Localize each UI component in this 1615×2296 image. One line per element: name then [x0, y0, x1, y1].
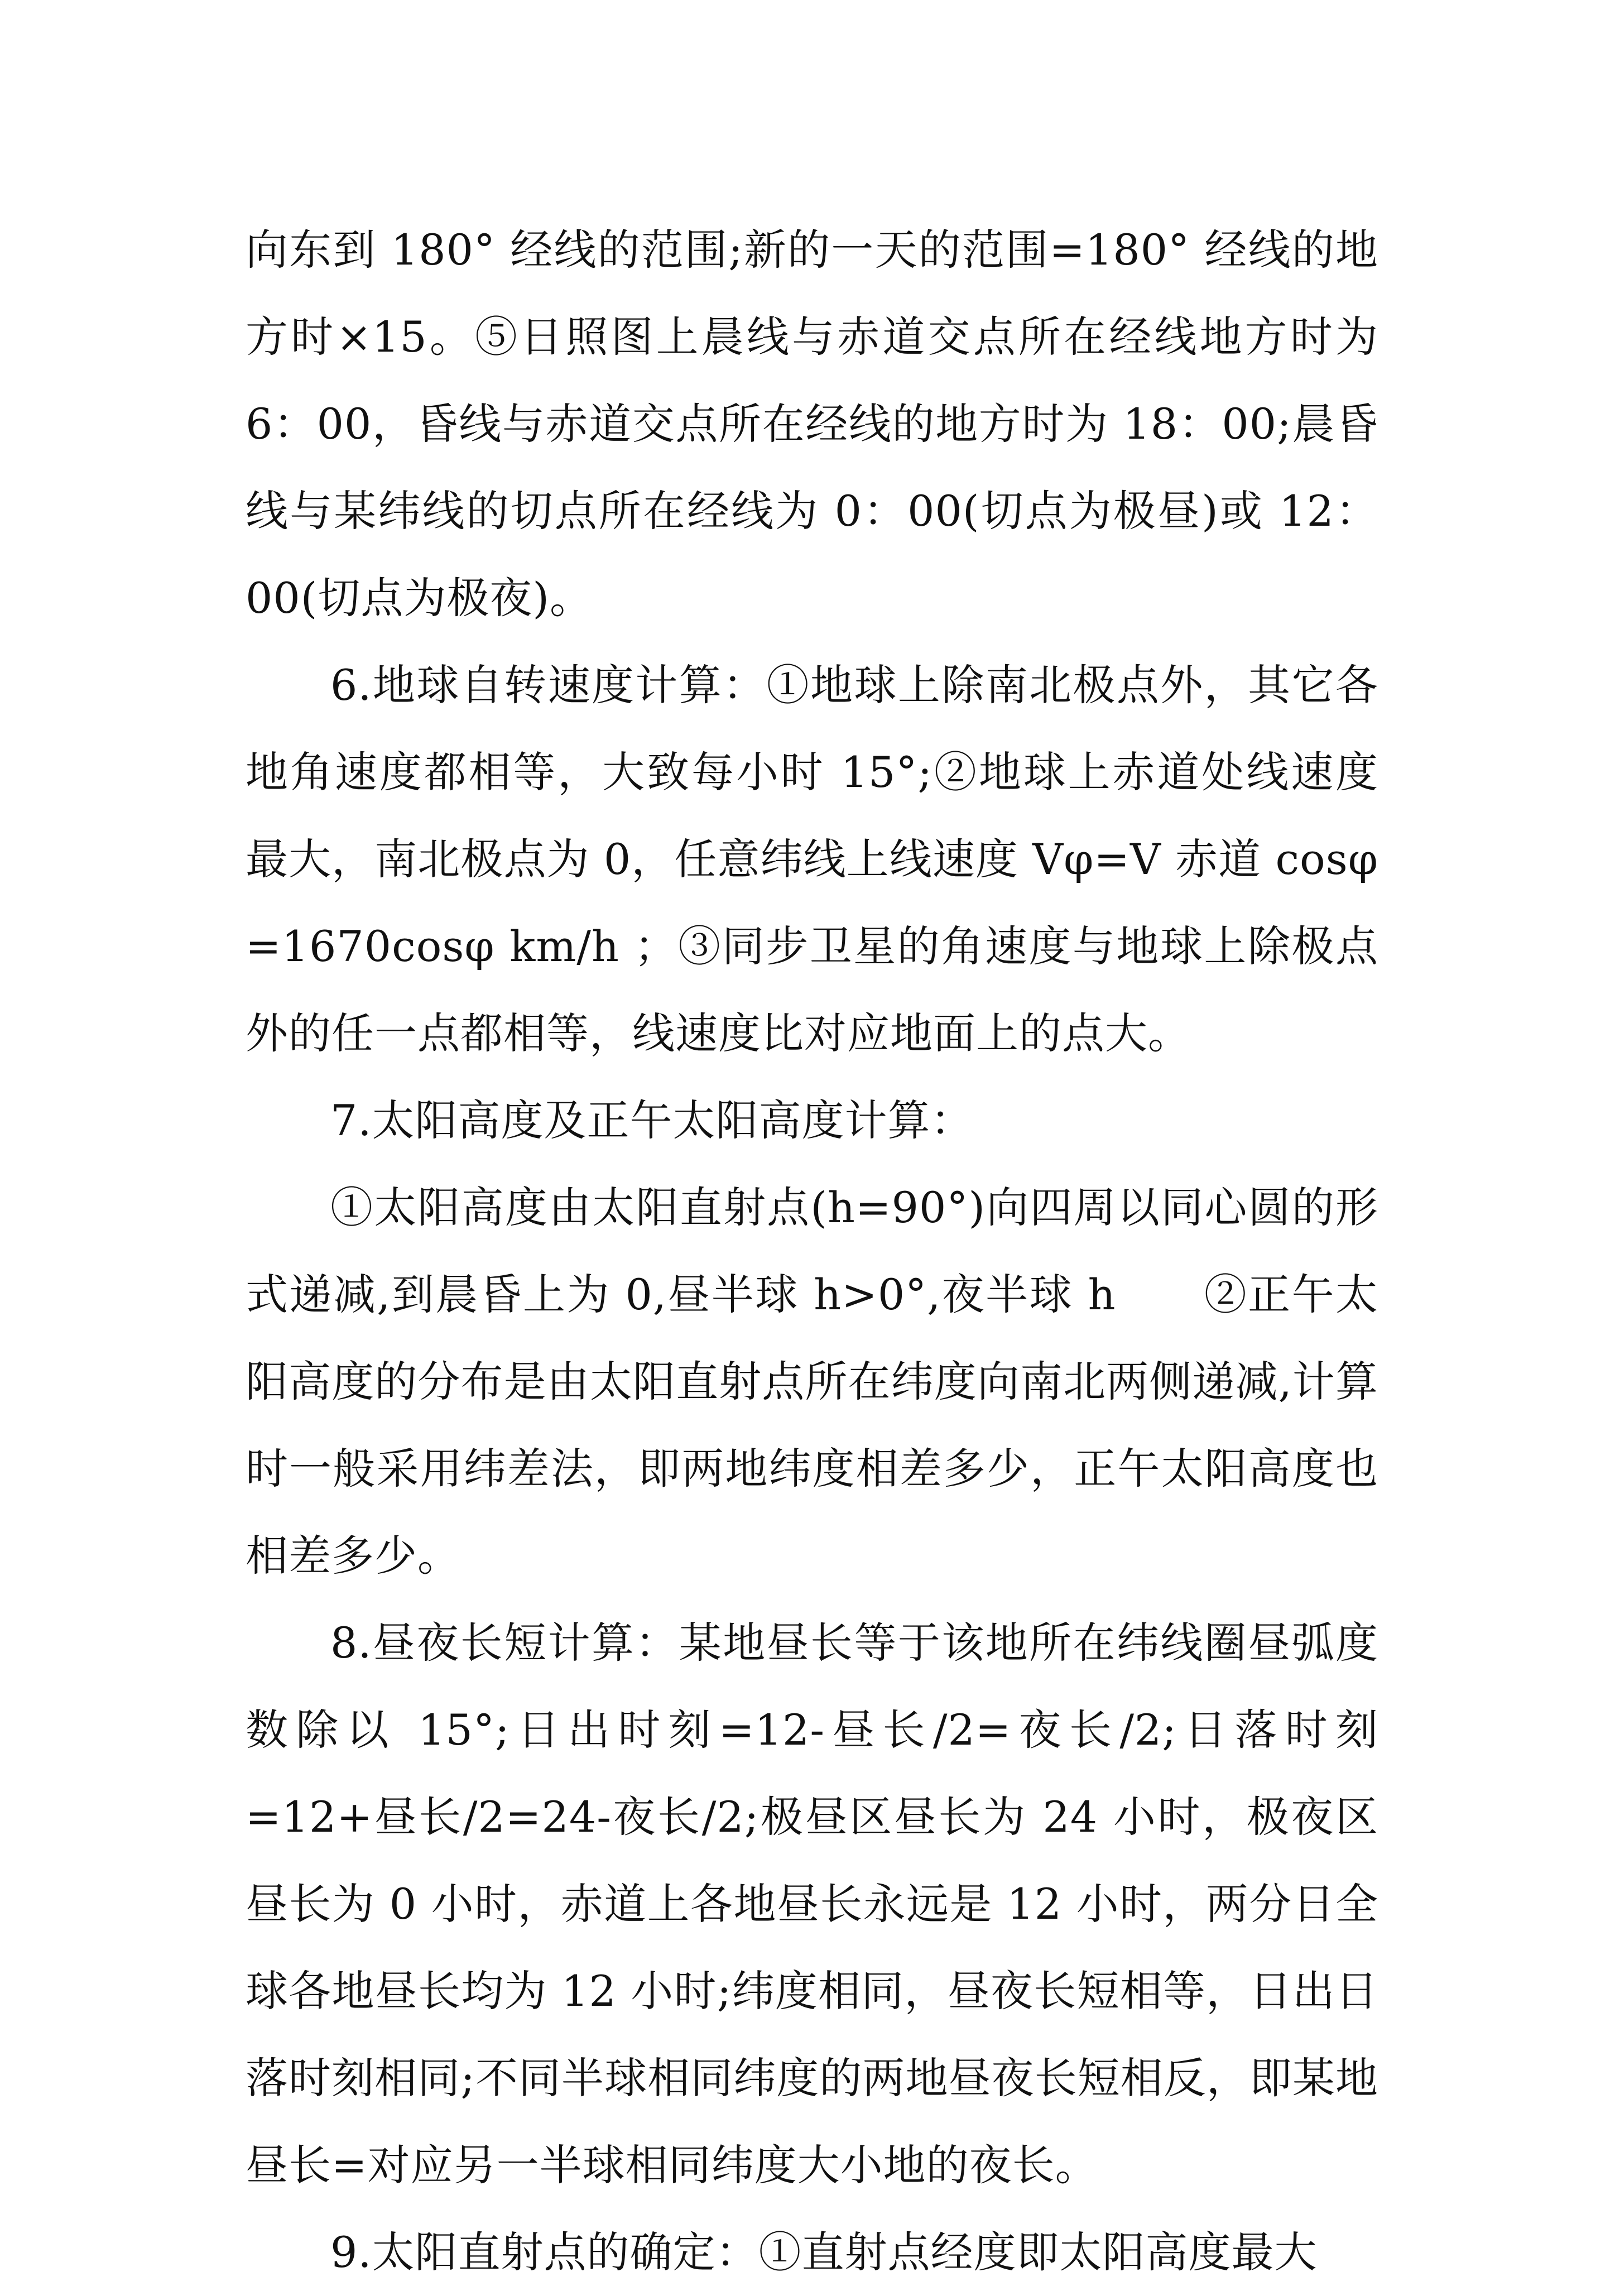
- paragraph-sun-altitude: ①太阳高度由太阳直射点(h=90°)向四周以同心圆的形式递减,到晨昏上为 0,昼半球 h>0°,夜半球 h ②正午太阳高度的分布是由太阳直射点所在纬度向南北两侧递减,计算时一般采用纬差法，即两地纬度相差多少，正午太阳高度也相差多少。: [246, 1183, 1378, 1581]
- paragraph-time-calculation: 向东到 180° 经线的范围;新的一天的范围=180° 经线的地方时×15。⑤日照图上晨线与赤道交点所在经线地方时为 6：00，昏线与赤道交点所在经线的地方时为 18：00;晨昏线与某纬线的切点所在经线为 0：00(切点为极昼)或 12：00(切点为极夜)。: [246, 225, 1378, 623]
- document-body: [246, 206, 1378, 2296]
- paragraph-sun-altitude-heading: 7.太阳高度及正午太阳高度计算：: [330, 1096, 974, 1145]
- paragraph-rotation-speed: 6.地球自转速度计算：①地球上除南北极点外，其它各地角速度都相等，大致每小时 15°;②地球上赤道处线速度最大，南北极点为 0，任意纬线上线速度 Vφ=V 赤道 cosφ =1670cosφ km/h ；③同步卫星的角速度与地球上除极点外的任一点都相等，线速度比对应地面上的点大。: [246, 660, 1378, 1058]
- paragraph-day-length: 8.昼夜长短计算：某地昼长等于该地所在纬线圈昼弧度数除以 15°;日出时刻=12-昼长/2=夜长/2;日落时刻=12+昼长/2=24-夜长/2;极昼区昼长为 24 小时，极夜区昼长为 0 小时，赤道上各地昼长永远是 12 小时，两分日全球各地昼长均为 12 小时;纬度相同，昼夜长短相等，日出日落时刻相同;不同半球相同纬度的两地昼夜长短相反，即某地昼长=对应另一半球相同纬度大小地的夜长。: [246, 1618, 1378, 2190]
- paragraph-subsolar-point: 9.太阳直射点的确定：①直射点经度即太阳高度最大: [330, 2227, 1318, 2277]
